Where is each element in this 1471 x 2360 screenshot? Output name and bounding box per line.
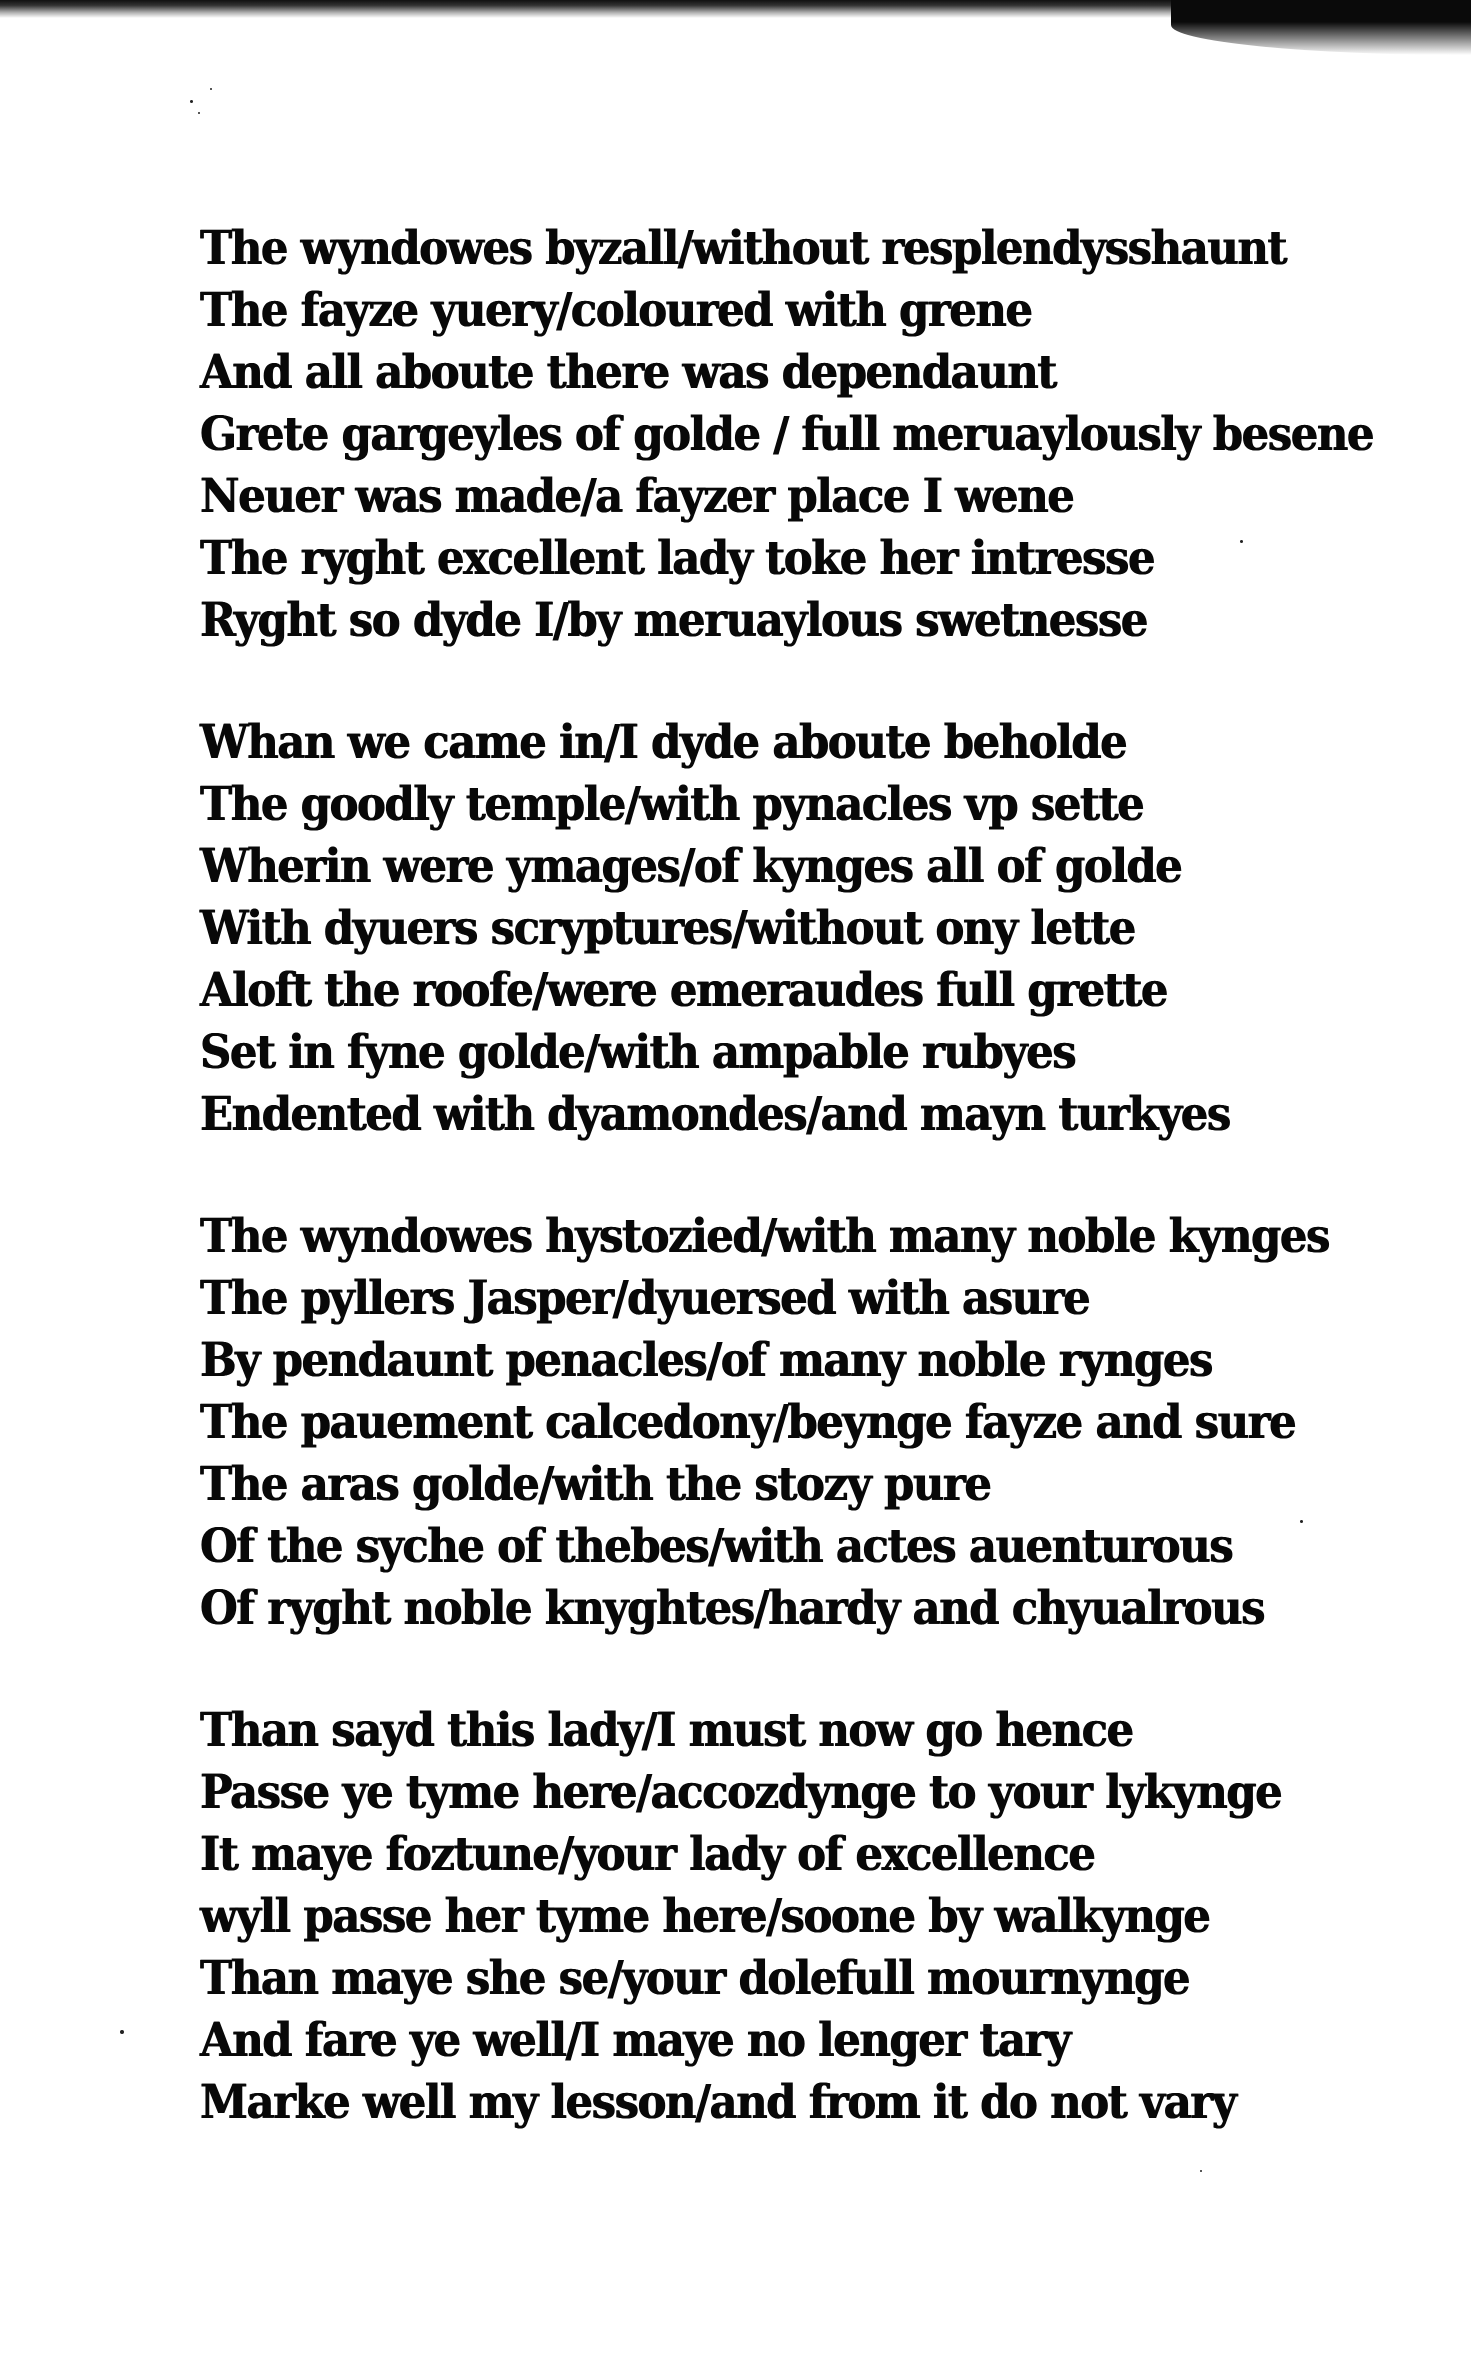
stanza-1 — [200, 218, 1430, 652]
scan-speck — [198, 112, 200, 114]
verse-line: Neuer was made/a fayzer place I wene — [200, 469, 1074, 524]
verse-line: Than sayd this lady/I must now go hence — [200, 1703, 1133, 1758]
verse-line: Aloft the roofe/were emeraudes full grette — [200, 963, 1167, 1018]
verse-line: Than maye she se/your dolefull mournynge — [200, 1951, 1190, 2006]
verse-line: With dyuers scryptures/without ony lette — [200, 901, 1135, 956]
verse-line: Endented with dyamondes/and mayn turkyes — [200, 1087, 1230, 1142]
verse-line: Of the syche of thebes/with actes auenturous — [200, 1519, 1233, 1574]
verse-line: Grete gargeyles of golde / full meruaylously besene — [200, 407, 1374, 462]
verse-line: Marke well my lesson/and from it do not vary — [200, 2075, 1236, 2130]
scan-speck — [120, 2030, 124, 2034]
verse-line: Ryght so dyde I/by meruaylous swetnesse — [200, 593, 1147, 648]
verse-line: The goodly temple/with pynacles vp sette — [200, 777, 1144, 832]
stanza-3 — [200, 1206, 1430, 1640]
verse-line: The fayze yuery/coloured with grene — [200, 283, 1032, 338]
verse-line: Set in fyne golde/with ampable rubyes — [200, 1025, 1076, 1080]
verse-line: Passe ye tyme here/accozdynge to your lykynge — [200, 1765, 1282, 1820]
scan-speck — [210, 88, 212, 90]
verse-line: Whan we came in/I dyde aboute beholde — [200, 715, 1127, 770]
verse-line: It maye foztune/your lady of excellence — [200, 1827, 1095, 1882]
verse-line: wyll passe her tyme here/soone by walkynge — [200, 1889, 1210, 1944]
verse-line: And fare ye well/I maye no lenger tary — [200, 2013, 1070, 2068]
scan-speck — [190, 100, 193, 103]
stanza-2 — [200, 712, 1430, 1146]
verse-line: The pauement calcedony/beynge fayze and sure — [200, 1395, 1296, 1450]
verse-line: The ryght excellent lady toke her intresse — [200, 531, 1155, 586]
verse-line: By pendaunt penacles/of many noble rynges — [200, 1333, 1212, 1388]
verse-line: The wyndowes hystozied/with many noble kynges — [200, 1209, 1329, 1264]
verse-line: Of ryght noble knyghtes/hardy and chyualrous — [200, 1581, 1265, 1636]
verse-line: And all aboute there was dependaunt — [200, 345, 1056, 400]
page-corner-shadow — [1171, 0, 1471, 55]
verse-line: The wyndowes byzall/without resplendysshaunt — [200, 221, 1286, 276]
verse-line: Wherin were ymages/of kynges all of golde — [200, 839, 1182, 894]
poem-text — [200, 218, 1430, 2194]
verse-line: The aras golde/with the stozy pure — [200, 1457, 991, 1512]
stanza-4 — [200, 1700, 1430, 2134]
verse-line: The pyllers Jasper/dyuersed with asure — [200, 1271, 1090, 1326]
